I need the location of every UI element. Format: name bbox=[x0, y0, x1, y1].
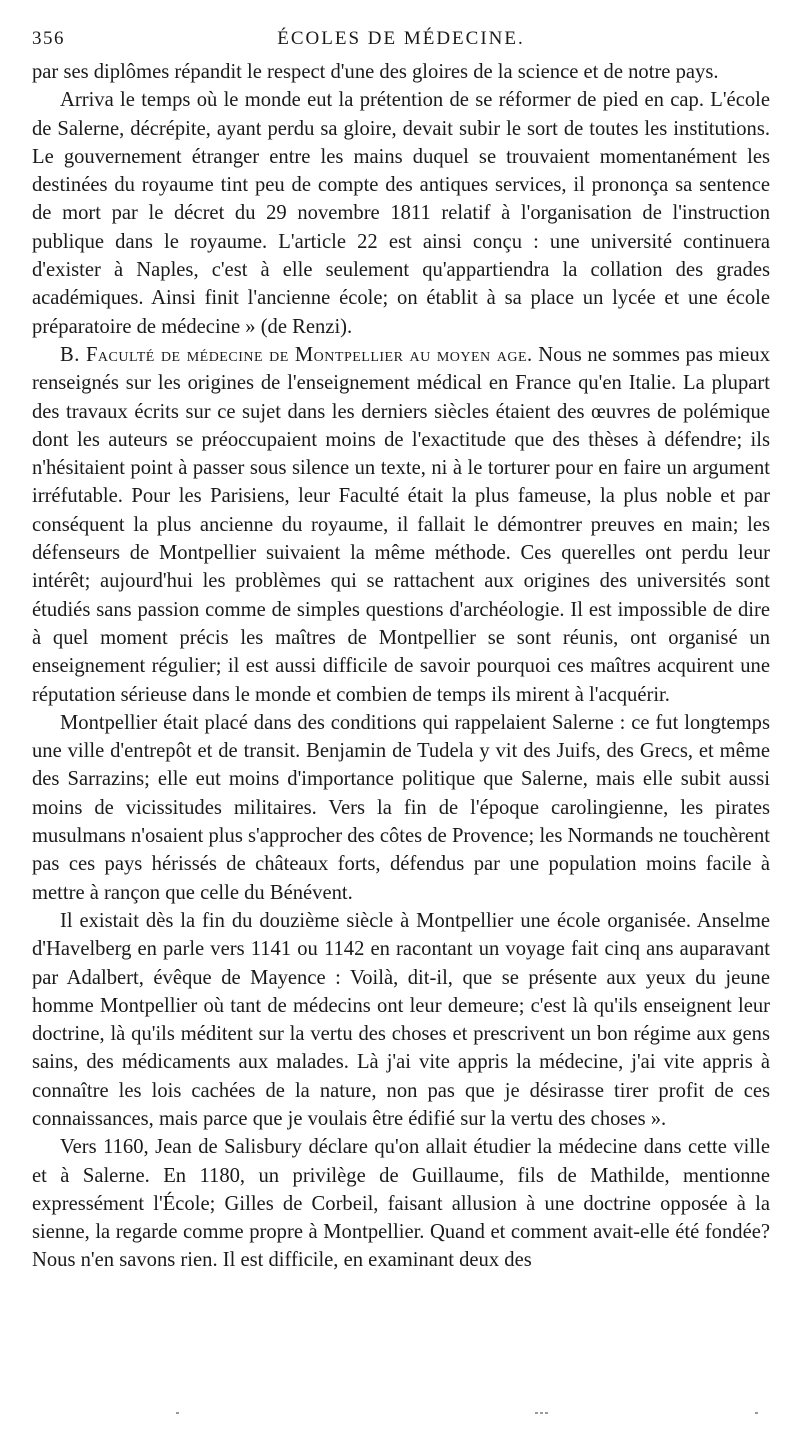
running-header bbox=[32, 28, 770, 58]
page-footer-marks bbox=[0, 1412, 800, 1422]
book-page bbox=[32, 28, 770, 1275]
paragraph-montpellier-origins bbox=[32, 341, 770, 709]
paragraph-salisbury: Vers 1160, Jean de Salisbury déclare qu'on allait étudier la médecine dans cette ville et à Salerne. En 1180, un privilège de Guillaume, fils de Mathilde, mentionne expressément l'École; Gilles de Corbeil, faisant allusion à une doctrine opposée à la sienne, la regarde comme propre à Montpellier. Quand et comment avait-elle été fondée? Nous n'en savons rien. Il est difficile, en examinant deux des bbox=[32, 1136, 770, 1272]
paragraph-continuation: par ses diplômes répandit le respect d'une des gloires de la science et de notre pays. bbox=[32, 61, 719, 83]
paragraph-salerne-end: Arriva le temps où le monde eut la prétention de se réformer de pied en cap. L'école de Salerne, décrépite, ayant perdu sa gloire, devait subir le sort de toutes les institutions. Le gouvernement étranger entre les mains duquel se trouvaient momentanément les destinées du royaume tint peu de compte des antiques services, il prononça sa sentence de mort par le décret du 29 novembre 1811 relatif à l'organisation de l'instruction publique dans le royaume. L'article 22 est ainsi conçu : une université continuera d'exister à Naples, c'est à elle seulement qu'appartiendra la collation des grades académiques. Ainsi finit l'ancienne école; on établit à sa place un lycée et une école préparatoire de médecine » (de Renzi). bbox=[32, 89, 770, 338]
footer-mark bbox=[545, 1412, 548, 1414]
page-number: 356 bbox=[32, 28, 65, 49]
paragraph-montpellier-conditions: Montpellier était placé dans des conditions qui rappelaient Salerne : ce fut longtemps une ville d'entrepôt et de transit. Benjamin de Tudela y vit des Juifs, des Grecs, et même des Sarrazins; elle eut moins d'importance politique que Salerne, mais elle subit aussi moins de vicissitudes militaires. Vers la fin de l'époque carolingienne, les pirates musulmans n'osaient plus s'approcher des côtes de Provence; les Normands ne touchèrent pas ces pays hérissés de châteaux forts, défendus par une population moins facile à mettre à rançon que celle du Bénévent. bbox=[32, 711, 770, 904]
paragraph-twelfth-century-school: Il existait dès la fin du douzième siècle à Montpellier une école organisée. Anselme d'Havelberg en parle vers 1141 ou 1142 en racontant un voyage fait cinq ans auparavant par Adalbert, évêque de Mayence : Voilà, dit-il, que se présente aux yeux du jeune homme Montpellier où tant de médecins ont leur demeure; c'est là qu'ils enseignent leur doctrine, là qu'ils méditent sur la vertu des choses et prescrivent un bon régime aux gens sains, des médicaments aux malades. Là j'ai vite appris la médecine, j'ai vite appris à connaître les lois cachées de la nature, non pas que je désirasse tirer profit de ces connaissances, mais parce que je voulais être édifié sur la vertu des choses ». bbox=[32, 909, 770, 1130]
section-heading: B. Faculté de médecine de Montpellier au moyen age. bbox=[60, 343, 533, 366]
footer-mark bbox=[755, 1412, 758, 1414]
footer-mark bbox=[535, 1412, 538, 1414]
running-title: ÉCOLES DE MÉDECINE. bbox=[277, 28, 525, 49]
body-text bbox=[32, 58, 770, 1275]
footer-mark bbox=[176, 1412, 179, 1414]
paragraph-montpellier-origins-text: Nous ne sommes pas mieux renseignés sur les origines de l'enseignement médical en France qu'en Italie. La plupart des travaux écrits sur ce sujet dans les derniers siècles étaient des œuvres de polémique dont les auteurs se préoccupaient moins de l'exactitude que des thèses à défendre; ils n'hésitaient point à passer sous silence un texte, ni à le torturer pour en faire un argument irréfutable. Pour les Parisiens, leur Faculté était la plus fameuse, la plus noble et par conséquent la plus ancienne du royaume, il fallait le démontrer preuves en main; les défenseurs de Montpellier suivaient la même méthode. Ces querelles ont perdu leur intérêt; aujourd'hui les problèmes qui se rattachent aux origines des universités sont étudiés sans passion comme de simples questions d'archéologie. Il est impossible de dire à quel moment précis les maîtres de Montpellier se sont réunis, ont organisé un enseignement régulier; il est aussi difficile de savoir pourquoi ces maîtres acquirent une réputation sérieuse dans le monde et combien de temps ils mirent à l'acquérir. bbox=[32, 343, 770, 706]
footer-mark bbox=[540, 1412, 543, 1414]
